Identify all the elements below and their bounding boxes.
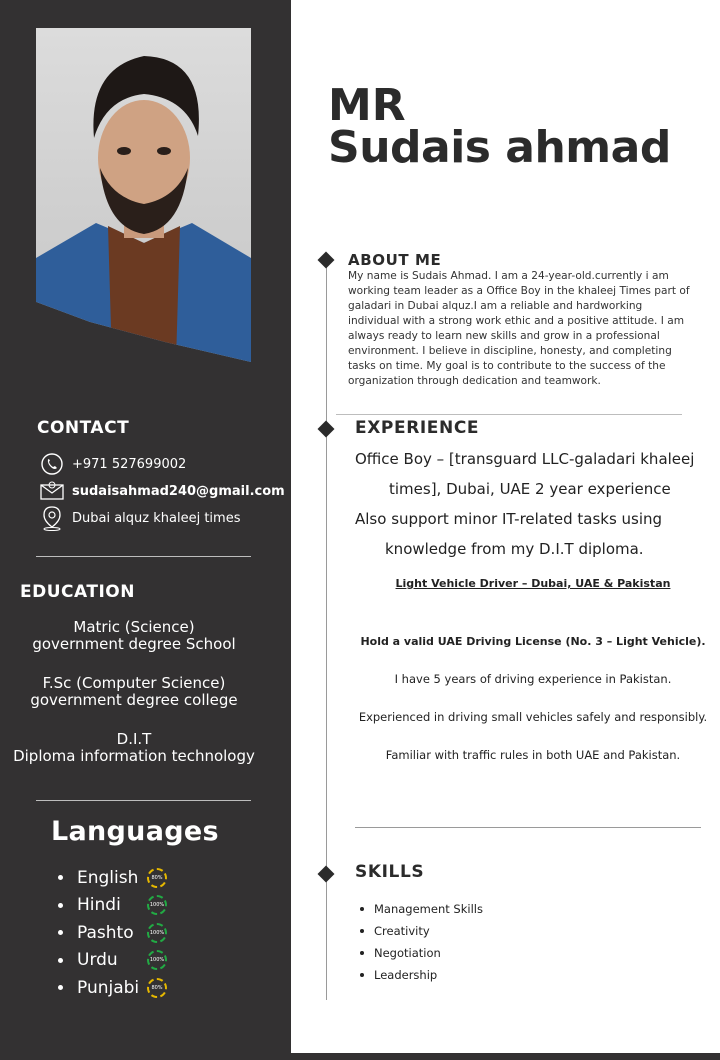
skill-item <box>374 942 483 964</box>
skill-name: Management Skills <box>374 902 483 916</box>
traffic-rules-line: Familiar with traffic rules in both UAE and Pakistan. <box>385 748 681 762</box>
education-institution: government degree college <box>30 691 238 709</box>
skill-item <box>374 898 483 920</box>
timeline-line <box>326 258 327 1000</box>
about-text: My name is Sudais Ahmad. I am a 24-year-old.currently i am working team leader as a Office Boy in the khaleej Times part of galadari in Dubai alquz.I am a reliable and hardworking individual with a strong work ethic and a positive attitude. I am always ready to learn new skills and grow in a professional environment. I believe in discipline, honesty, and completing tasks on time. My goal is to contribute to the success of the organization through dedication and teamwork. <box>348 270 690 387</box>
skill-name: Creativity <box>374 924 430 938</box>
contact-phone[interactable] <box>40 452 186 476</box>
education-item <box>0 675 268 709</box>
address-text: Dubai alquz khaleej times <box>72 510 241 526</box>
language-level-gauge: 100% <box>147 923 167 943</box>
name-block <box>328 80 671 173</box>
bottom-bar <box>291 1053 720 1060</box>
bullet <box>58 903 63 908</box>
language-item <box>58 947 167 975</box>
divider <box>36 800 251 801</box>
skill-name: Negotiation <box>374 946 441 960</box>
bullet <box>360 973 364 977</box>
bullet <box>360 951 364 955</box>
driving-years-line: I have 5 years of driving experience in Pakistan. <box>394 672 672 686</box>
section-marker-icon <box>318 421 335 438</box>
language-item <box>58 864 167 892</box>
language-item <box>58 892 167 920</box>
experience-heading: EXPERIENCE <box>355 418 480 438</box>
about-heading: ABOUT ME <box>348 251 442 269</box>
full-name: Sudais ahmad <box>328 122 671 173</box>
bullet <box>58 985 63 990</box>
location-pin-icon <box>40 506 64 530</box>
driver-title: Light Vehicle Driver – Dubai, UAE & Pakistan <box>395 577 671 590</box>
bullet <box>58 875 63 880</box>
language-name: Hindi <box>77 895 121 916</box>
skill-item <box>374 920 483 942</box>
language-item <box>58 919 167 947</box>
phone-number: +971 527699002 <box>72 456 187 472</box>
section-marker-icon <box>318 252 335 269</box>
divider <box>36 556 251 557</box>
email-address: sudaisahmad240@gmail.com <box>72 483 285 499</box>
divider <box>336 414 682 415</box>
language-level-gauge: 100% <box>147 950 167 970</box>
profile-photo <box>36 28 251 362</box>
experience-line: Also support minor IT-related tasks using <box>355 510 663 528</box>
language-name: Pashto <box>77 922 134 943</box>
section-marker-icon <box>318 866 335 883</box>
experience-line: Office Boy – [transguard LLC-galadari khaleej <box>355 450 695 468</box>
education-item <box>0 619 268 653</box>
bullet <box>360 907 364 911</box>
education-degree: Matric (Science) <box>73 618 195 636</box>
sidebar <box>0 0 291 1060</box>
language-level-gauge: 80% <box>147 978 167 998</box>
bullet <box>58 958 63 963</box>
contact-email[interactable] <box>40 479 285 503</box>
divider <box>355 827 701 828</box>
skills-heading: SKILLS <box>355 862 425 882</box>
skill-item <box>374 964 483 986</box>
language-level-gauge: 80% <box>147 868 167 888</box>
license-line: Hold a valid UAE Driving License (No. 3 – Light Vehicle). <box>360 635 706 648</box>
contact-heading: CONTACT <box>37 418 130 438</box>
language-name: Punjabi <box>77 977 140 998</box>
education-degree: F.Sc (Computer Science) <box>42 674 226 692</box>
email-icon <box>40 479 64 503</box>
education-institution: Diploma information technology <box>13 747 255 765</box>
language-name: English <box>77 867 139 888</box>
education-institution: government degree School <box>32 635 236 653</box>
education-degree: D.I.T <box>116 730 152 748</box>
skills-list <box>374 898 483 986</box>
phone-icon <box>40 452 64 476</box>
experience-line: times], Dubai, UAE 2 year experience <box>389 480 671 498</box>
name-prefix: MR <box>328 80 406 131</box>
education-heading: EDUCATION <box>20 582 135 602</box>
languages-heading: Languages <box>51 816 219 847</box>
languages-list <box>58 864 167 1002</box>
language-name: Urdu <box>77 950 118 971</box>
language-level-gauge: 100% <box>147 895 167 915</box>
bullet <box>58 930 63 935</box>
driving-safety-line: Experienced in driving small vehicles safely and responsibly. <box>358 710 708 724</box>
language-item <box>58 974 167 1002</box>
education-item <box>0 731 268 765</box>
contact-address <box>40 506 240 530</box>
bullet <box>360 929 364 933</box>
experience-line: knowledge from my D.I.T diploma. <box>385 540 644 558</box>
skill-name: Leadership <box>374 968 438 982</box>
